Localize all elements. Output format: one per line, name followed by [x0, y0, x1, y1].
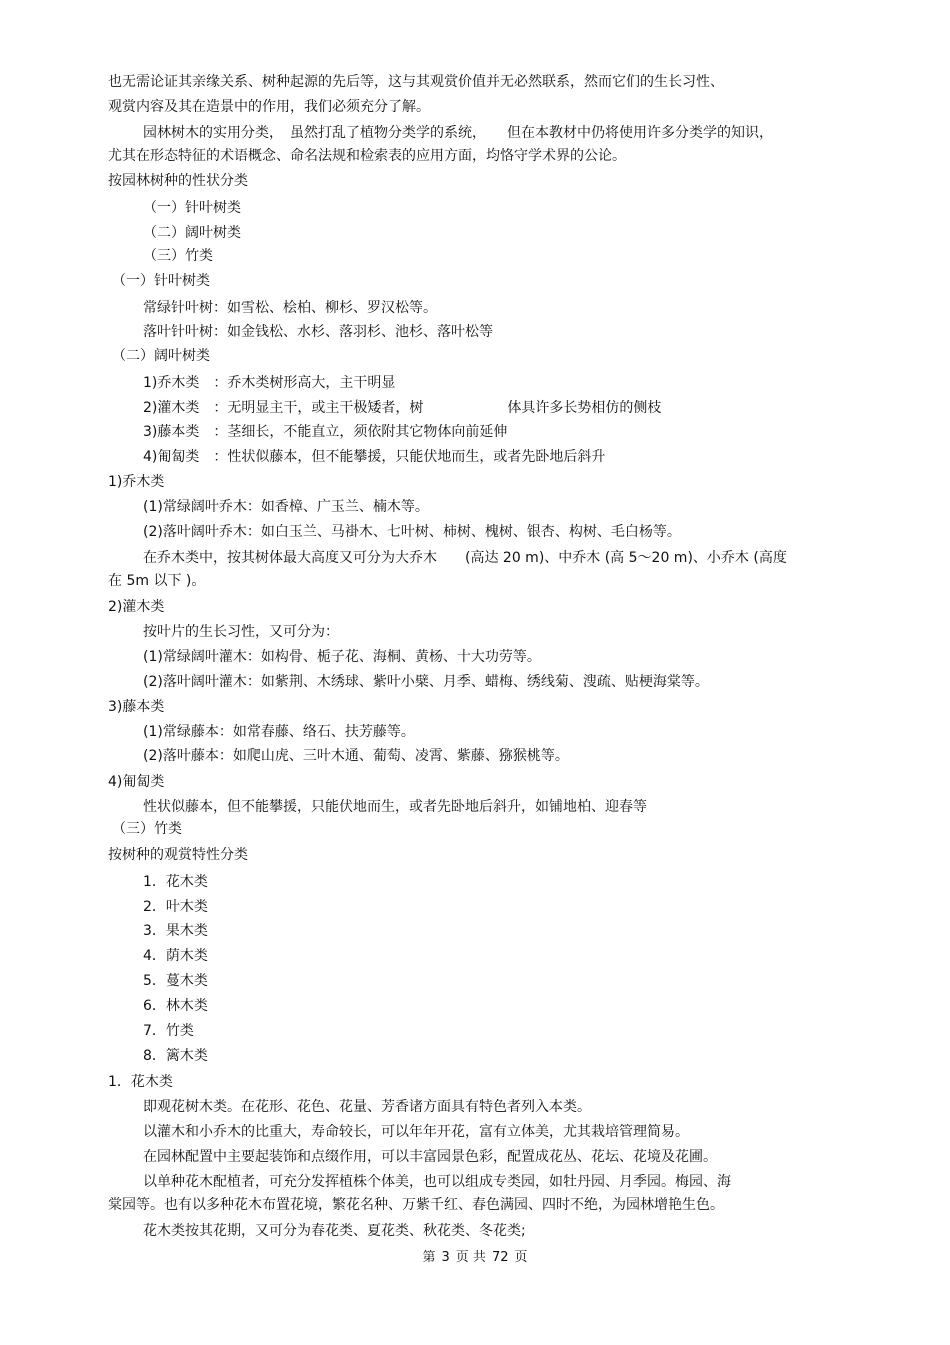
paragraph-intro-line-1: 也无需论证其亲缘关系、树种起源的先后等，这与其观赏价值并无必然联系，然而它们的生长习性、 — [108, 74, 724, 90]
heading-conifer: （一）针叶树类 — [112, 273, 210, 289]
list-item: 7．竹类 — [143, 1023, 194, 1039]
shrub-deciduous: (2)落叶阔叶灌木：如紫荆、木绣球、紫叶小檗、月季、蜡梅、绣线菊、溲疏、贴梗海棠等。 — [143, 674, 709, 690]
flower-desc-4: 以单种花木配植者，可充分发挥植株个体美，也可以组成专类园，如牡丹园、月季园。梅园、海 — [143, 1174, 731, 1190]
flower-desc-5: 花木类按其花期，又可分为春花类、夏花类、秋花类、冬花类; — [143, 1223, 526, 1239]
heading-shrub: 2)灌木类 — [108, 599, 165, 615]
vine-evergreen: (1)常绿藤本：如常春藤、络石、扶芳藤等。 — [143, 724, 415, 740]
heading-bamboo: （三）竹类 — [112, 821, 182, 837]
footer-suffix: 页 — [514, 1250, 528, 1265]
broadleaf-creeper: 4)匍匐类 ：性状似藤本，但不能攀援，只能伏地而生，或者先卧地后斜升 — [143, 449, 606, 465]
footer-mid: 页 共 — [455, 1250, 486, 1265]
list-item: 3．果木类 — [143, 923, 208, 939]
flower-desc-1: 即观花树木类。在花形、花色、花量、芳香诸方面具有特色者列入本类。 — [143, 1099, 591, 1115]
list-item: 2．叶木类 — [143, 899, 208, 915]
list-item: 5．蔓木类 — [143, 973, 208, 989]
list-item: （二）阔叶树类 — [143, 225, 241, 241]
broadleaf-shrub: 2)灌木类 ：无明显主干，或主干极矮者，树 体具许多长势相仿的侧枝 — [143, 400, 662, 416]
broadleaf-tree: 1)乔木类 ：乔木类树形高大，主干明显 — [143, 375, 396, 391]
list-item: 1．花木类 — [143, 874, 208, 890]
flower-desc-4b: 棠园等。也有以多种花木布置花境，繁花名种、万紫千红、春色满园、四时不绝，为园林增艳生色。 — [108, 1197, 724, 1213]
list-item: （一）针叶树类 — [143, 200, 241, 216]
shrub-evergreen: (1)常绿阔叶灌木：如构骨、栀子花、海桐、黄杨、十大功劳等。 — [143, 649, 541, 665]
tree-height-line-2: 在 5m 以下 )。 — [108, 573, 206, 589]
heading-ornamental: 按树种的观赏特性分类 — [108, 847, 248, 863]
heading-vine: 3)藤本类 — [108, 699, 165, 715]
flower-desc-3: 在园林配置中主要起装饰和点缀作用，可以丰富园景色彩，配置成花丛、花坛、花境及花圃。 — [143, 1149, 717, 1165]
conifer-evergreen: 常绿针叶树：如雪松、桧柏、柳杉、罗汉松等。 — [143, 300, 437, 316]
page-footer — [0, 1248, 950, 1268]
footer-prefix: 第 — [422, 1250, 436, 1265]
heading-by-form: 按园林树种的性状分类 — [108, 173, 248, 189]
paragraph-classification-line-1: 园林树木的实用分类， 虽然打乱了植物分类学的系统， 但在本教材中仍将使用许多分类学的知识， — [143, 125, 773, 141]
tree-evergreen: (1)常绿阔叶乔木：如香樟、广玉兰、楠木等。 — [143, 499, 429, 515]
footer-page-number: 3 — [441, 1250, 450, 1265]
creeper-desc: 性状似藤本，但不能攀援，只能伏地而生，或者先卧地后斜升，如铺地柏、迎春等 — [143, 799, 647, 815]
paragraph-intro-line-2: 观赏内容及其在造景中的作用，我们必须充分了解。 — [108, 99, 430, 115]
heading-broadleaf: （二）阔叶树类 — [112, 348, 210, 364]
heading-creeper: 4)匍匐类 — [108, 774, 165, 790]
vine-deciduous: (2)落叶藤本：如爬山虎、三叶木通、葡萄、凌霄、紫藤、猕猴桃等。 — [143, 748, 569, 764]
paragraph-classification-line-2: 尤其在形态特征的术语概念、命名法规和检索表的应用方面，均恪守学术界的公论。 — [108, 148, 626, 164]
list-item: 4．荫木类 — [143, 948, 208, 964]
list-item: 6．林木类 — [143, 998, 208, 1014]
list-item: 8．篱木类 — [143, 1048, 208, 1064]
tree-deciduous: (2)落叶阔叶乔木：如白玉兰、马褂木、七叶树、柿树、槐树、银杏、构树、毛白杨等。 — [143, 524, 681, 540]
conifer-deciduous: 落叶针叶树：如金钱松、水杉、落羽杉、池杉、落叶松等 — [143, 324, 493, 340]
footer-total-pages: 72 — [491, 1250, 509, 1265]
flower-desc-2: 以灌木和小乔木的比重大，寿命较长，可以年年开花，富有立体美，尤其栽培管理简易。 — [143, 1124, 689, 1140]
tree-height-line-1: 在乔木类中，按其树体最大高度又可分为大乔木 (高达 20 m)、中乔木 (高 5～20 m)、小乔木 (高度 — [143, 550, 787, 566]
shrub-intro: 按叶片的生长习性，又可分为： — [143, 624, 339, 640]
broadleaf-vine: 3)藤本类 ：茎细长，不能直立，须依附其它物体向前延伸 — [143, 424, 508, 440]
list-item: （三）竹类 — [143, 248, 213, 264]
heading-flower: 1．花木类 — [108, 1074, 173, 1090]
heading-tree: 1)乔木类 — [108, 474, 165, 490]
